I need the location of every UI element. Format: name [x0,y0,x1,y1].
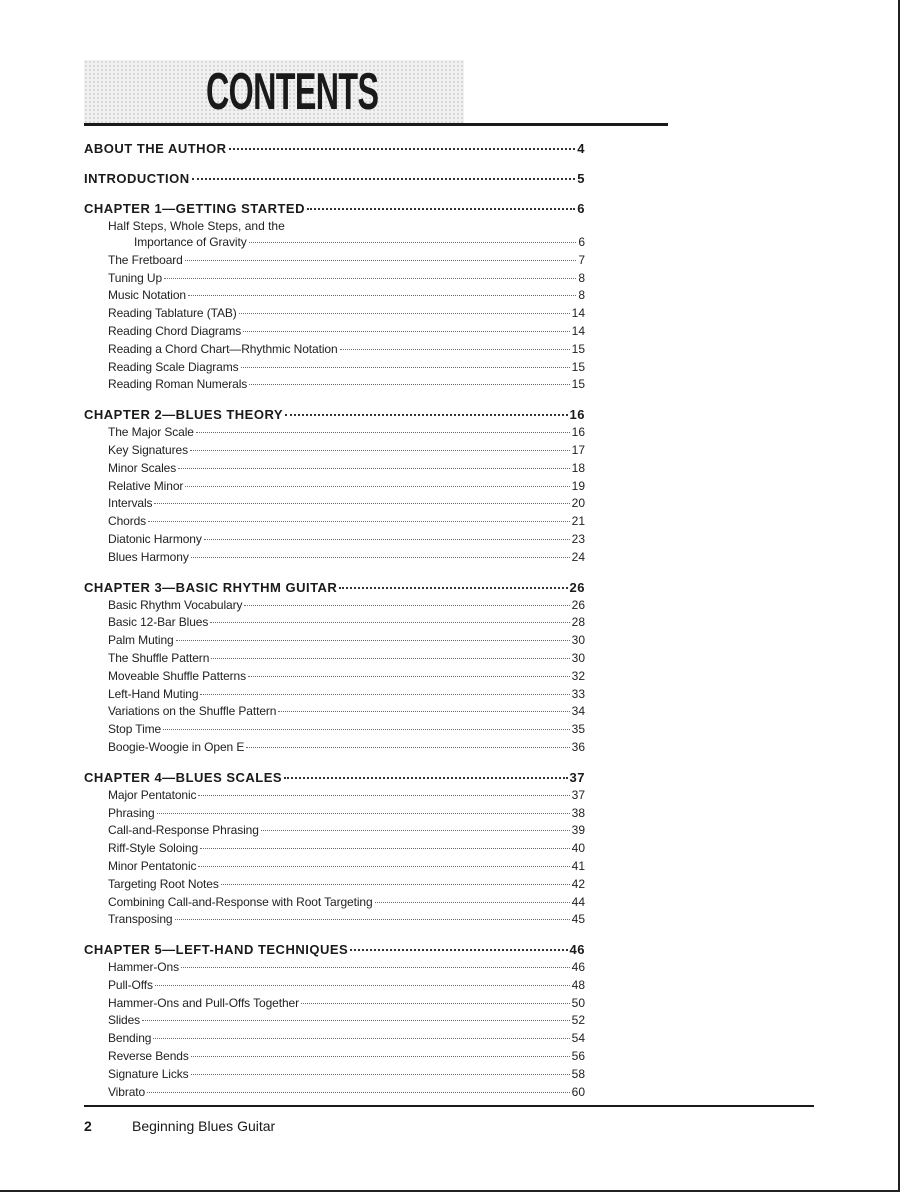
toc-section-page: 32 [571,668,585,683]
toc-section-page: 56 [571,1049,585,1064]
dot-leader [175,919,570,920]
toc-chapter-3[interactable] [84,579,585,597]
toc-section-page: 6 [578,235,585,249]
toc-section-label: Reading Tablature (TAB) [108,306,237,321]
toc-section-label: Call-and-Response Phrasing [108,823,259,838]
toc-chapter-page: 26 [569,579,585,595]
toc-chapter-page: 37 [569,769,585,785]
toc-section[interactable] [84,876,585,894]
dot-leader [248,676,570,677]
dot-leader [191,1074,570,1075]
toc-section-label: Hammer-Ons and Pull-Offs Together [108,995,300,1010]
dot-leader [339,587,567,589]
toc-section-page: 14 [571,306,585,321]
toc-section-label: Relative Minor [108,478,184,493]
toc-chapter-page: 16 [569,407,585,423]
toc-section[interactable] [84,460,585,478]
toc-section-label: Diatonic Harmony [108,531,202,546]
toc-section-label: Major Pentatonic [108,787,197,802]
toc-section[interactable] [84,995,585,1013]
dot-leader [178,468,569,469]
toc-chapter-page: 6 [577,201,585,216]
dot-leader [198,866,569,867]
footer-rule [84,1105,814,1107]
toc-section[interactable] [84,858,585,876]
toc-section-label: Basic 12-Bar Blues [108,615,209,630]
toc-section-page: 30 [571,650,585,665]
toc-section-page: 33 [571,686,585,701]
toc-section-label: Left-Hand Muting [108,686,199,701]
toc-section-page: 17 [571,442,585,457]
dot-leader [284,777,567,779]
toc-section[interactable] [84,270,585,288]
page-title: CONTENTS [206,63,379,121]
dot-leader [198,795,569,796]
toc-section[interactable] [84,478,585,496]
toc-section-page: 28 [571,615,585,630]
toc-section-page: 35 [571,722,585,737]
toc-section[interactable] [84,703,585,721]
dot-leader [185,260,577,261]
toc-section[interactable] [84,252,585,270]
toc-chapter-label: CHAPTER 2—BLUES THEORY [84,407,284,423]
toc-section[interactable] [84,721,585,739]
toc-section-page: 7 [578,252,585,267]
toc-section-page: 30 [571,633,585,648]
toc-section-page: 48 [571,977,585,992]
dot-leader [185,486,569,487]
toc-section[interactable] [84,686,585,704]
toc-section-page: 19 [571,478,585,493]
toc-section[interactable] [84,359,585,377]
toc-entry-page: 4 [577,141,585,156]
toc-section-label: Key Signatures [108,442,188,457]
toc-section[interactable] [84,894,585,912]
toc-section-label: Stop Time [108,722,162,737]
toc-section-page: 44 [571,894,585,909]
toc-section-page: 15 [571,359,585,374]
toc-section-label: Boogie-Woogie in Open E [108,739,245,754]
toc-section-label: Vibrato [108,1084,146,1099]
dot-leader [154,503,569,504]
toc-section[interactable] [84,234,585,252]
dot-leader [301,1003,570,1004]
toc-section[interactable] [84,1048,585,1066]
toc-section-label: Tuning Up [108,270,163,285]
toc-section-label: Hammer-Ons [108,960,180,975]
toc-section[interactable] [84,805,585,823]
chapter-3-sections [84,597,585,757]
toc-section-label: Slides [108,1013,141,1028]
toc-section-page: 42 [571,876,585,891]
toc-chapter-2[interactable] [84,406,585,424]
toc-section[interactable] [84,341,585,359]
toc-section-page: 46 [571,960,585,975]
dot-leader [142,1020,570,1021]
toc-section-label: Reading Scale Diagrams [108,359,239,374]
dot-leader [285,414,567,416]
toc-section-page: 15 [571,341,585,356]
dot-leader [191,1056,570,1057]
toc-section-label: Signature Licks [108,1066,189,1081]
toc-section[interactable] [84,597,585,615]
toc-section-label: The Major Scale [108,425,194,440]
toc-section-page: 58 [571,1066,585,1081]
toc-chapter-5[interactable] [84,941,585,959]
toc-section-page: 14 [571,323,585,338]
chapter-5-sections [84,959,585,1101]
dot-leader [375,902,570,903]
toc-section-page: 54 [571,1031,585,1046]
toc-section-page: 52 [571,1013,585,1028]
dot-leader [147,1092,570,1093]
toc-section[interactable] [84,323,585,341]
toc-section-page: 34 [571,704,585,719]
toc-section-label: Music Notation [108,288,186,303]
toc-section-label: Chords [108,514,147,529]
toc-section-label: Minor Pentatonic [108,858,197,873]
toc-section-label: Reading Roman Numerals [108,377,248,392]
toc-section-first-line[interactable]: Half Steps, Whole Steps, and the [108,219,285,233]
dot-leader [249,242,577,243]
toc-section-label: Basic Rhythm Vocabulary [108,597,243,612]
toc-chapter-page: 46 [569,942,585,958]
toc-section[interactable] [84,376,585,394]
dot-leader [241,367,570,368]
toc-entry-page: 5 [577,171,585,186]
dot-leader [148,521,570,522]
toc-section[interactable] [84,822,585,840]
toc-section[interactable] [84,959,585,977]
toc-entry-label: ABOUT THE AUTHOR [84,141,227,156]
toc-section-page: 21 [571,514,585,529]
dot-leader [221,884,570,885]
toc-section-label: Palm Muting [108,633,174,648]
toc-section[interactable] [84,305,585,323]
toc-section-page: 18 [571,460,585,475]
dot-leader [181,967,570,968]
dot-leader [164,278,576,279]
toc-section-page: 8 [578,270,585,285]
dot-leader [243,331,569,332]
toc-section-label: Minor Scales [108,460,177,475]
toc-section-page: 41 [571,858,585,873]
toc-section-page: 8 [578,288,585,303]
dot-leader [246,747,569,748]
toc-section[interactable] [84,1084,585,1102]
toc-section-page: 26 [571,597,585,612]
dot-leader [163,729,570,730]
toc-section-page: 36 [571,739,585,754]
toc-section-label: Combining Call-and-Response with Root Targeting [108,894,373,909]
toc-section[interactable] [84,1012,585,1030]
toc-entry-label: INTRODUCTION [84,171,190,186]
toc-section[interactable] [84,632,585,650]
toc-section-page: 40 [571,841,585,856]
toc-section[interactable] [84,668,585,686]
toc-section[interactable] [84,739,585,757]
toc-section-label: Reverse Bends [108,1049,189,1064]
toc-chapter-1[interactable] [84,200,585,218]
dot-leader [211,658,569,659]
chapter-4-sections [84,787,585,929]
dot-leader [229,148,576,150]
dot-leader [155,985,570,986]
toc-section-page: 38 [571,805,585,820]
toc-section-label: Intervals [108,496,153,511]
toc-section-label: Reading Chord Diagrams [108,323,242,338]
toc-section[interactable] [84,442,585,460]
toc-section-label: Variations on the Shuffle Pattern [108,704,277,719]
dot-leader [249,384,569,385]
toc-section-label: Blues Harmony [108,549,189,564]
footer-book-title: Beginning Blues Guitar [132,1118,276,1134]
toc-section[interactable] [84,1030,585,1048]
toc-section-page: 20 [571,496,585,511]
toc-chapter-label: CHAPTER 3—BASIC RHYTHM GUITAR [84,579,338,595]
toc-section-label: Bending [108,1031,152,1046]
dot-leader [153,1038,569,1039]
dot-leader [157,813,570,814]
toc-section-label: The Shuffle Pattern [108,650,210,665]
toc-chapter-label: CHAPTER 5—LEFT-HAND TECHNIQUES [84,942,349,958]
toc-section[interactable] [84,787,585,805]
dot-leader [244,605,569,606]
dot-leader [196,432,570,433]
toc-section[interactable] [84,840,585,858]
toc-section[interactable] [84,650,585,668]
toc-section-label: Riff-Style Soloing [108,841,199,856]
dot-leader [340,349,570,350]
toc-section-page: 24 [571,549,585,564]
dot-leader [192,178,576,180]
toc-section[interactable] [84,977,585,995]
toc-section-page: 16 [571,425,585,440]
chapter-2-sections [84,424,585,566]
toc-section[interactable] [84,911,585,929]
toc-chapter-label: CHAPTER 4—BLUES SCALES [84,769,283,785]
toc-section-label: Transposing [108,912,173,927]
dot-leader [200,848,570,849]
chapter-1-sections [84,252,585,394]
title-rule [84,123,668,126]
dot-leader [191,557,570,558]
dot-leader [239,313,570,314]
toc-section-label: Reading a Chord Chart—Rhythmic Notation [108,341,338,356]
toc-section[interactable] [84,424,585,442]
dot-leader [204,539,570,540]
toc-section[interactable] [84,1066,585,1084]
toc-introduction[interactable] [84,170,585,188]
dot-leader [307,208,575,210]
dot-leader [210,622,569,623]
toc-section-label: Pull-Offs [108,977,153,992]
toc-section[interactable] [84,513,585,531]
toc-section[interactable] [84,549,585,567]
toc-section-page: 23 [571,531,585,546]
toc-about-author[interactable] [84,140,585,158]
table-of-contents [84,128,585,1101]
toc-section-page: 45 [571,912,585,927]
toc-section-page: 60 [571,1084,585,1099]
toc-section-label: Moveable Shuffle Patterns [108,668,247,683]
dot-leader [176,640,570,641]
toc-section-page: 15 [571,377,585,392]
toc-section-label: The Fretboard [108,252,183,267]
toc-section[interactable] [84,614,585,632]
toc-section[interactable] [84,287,585,305]
toc-chapter-label: CHAPTER 1—GETTING STARTED [84,201,305,216]
toc-section-page: 37 [571,787,585,802]
toc-section-label: Targeting Root Notes [108,876,219,891]
dot-leader [190,450,570,451]
dot-leader [188,295,576,296]
toc-section[interactable] [84,531,585,549]
dot-leader [278,711,569,712]
toc-section-label: Importance of Gravity [134,235,247,249]
toc-section[interactable] [84,495,585,513]
footer-page-number: 2 [84,1118,92,1134]
dot-leader [350,949,567,951]
toc-section-page: 50 [571,995,585,1010]
dot-leader [261,830,570,831]
toc-section-page: 39 [571,823,585,838]
dot-leader [200,694,569,695]
toc-chapter-4[interactable] [84,769,585,787]
toc-section-label: Phrasing [108,805,155,820]
